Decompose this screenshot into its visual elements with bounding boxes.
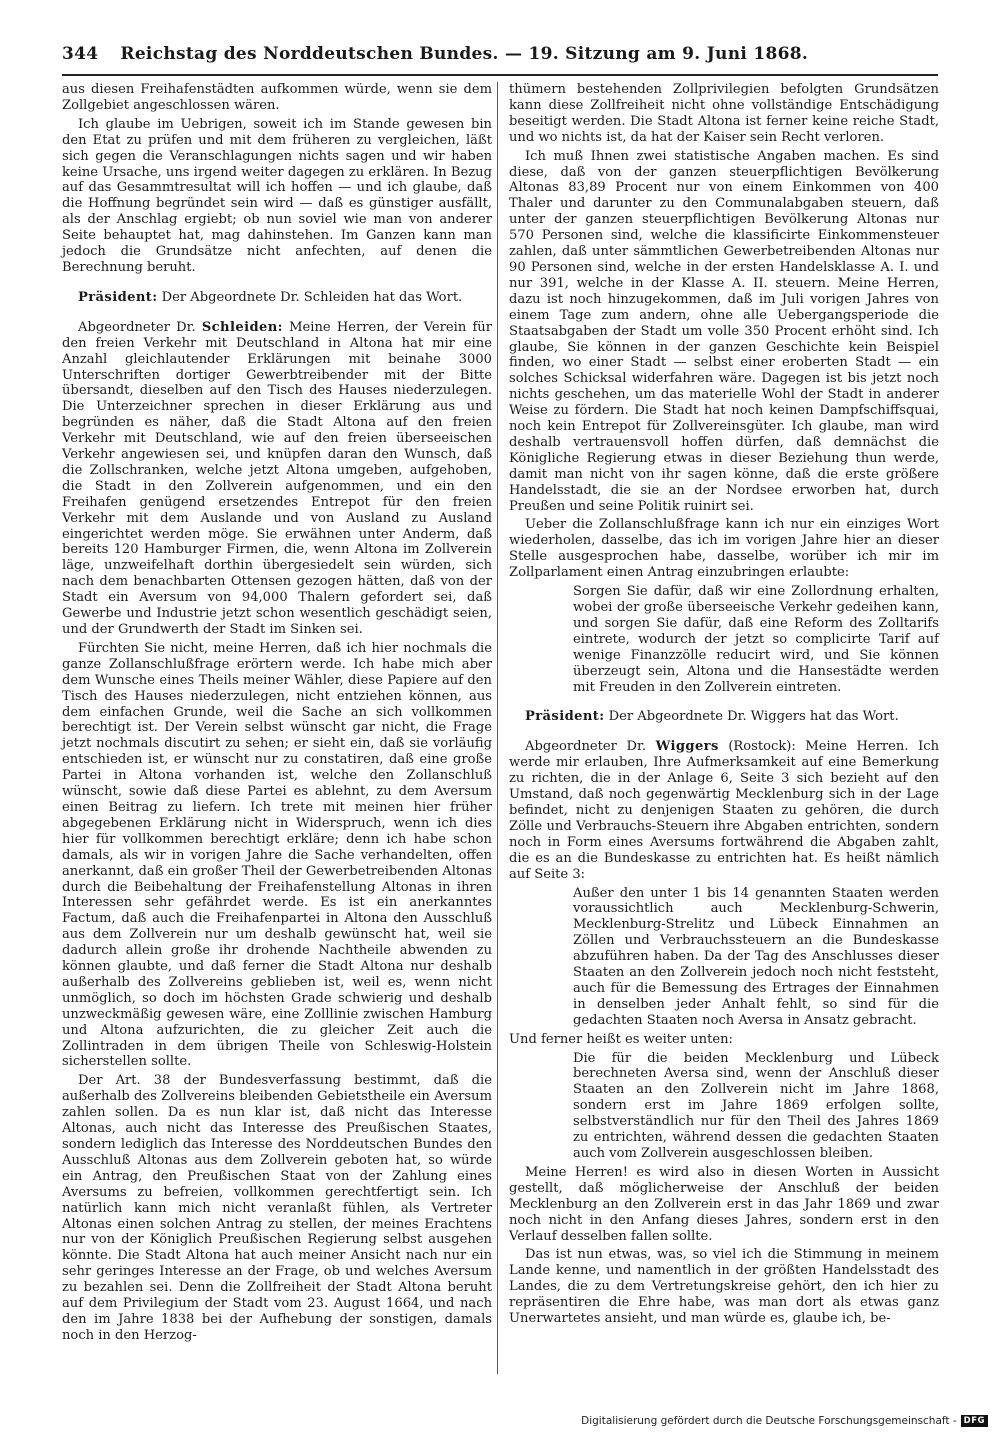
- page-header: [62, 44, 942, 64]
- left-column: [62, 82, 492, 1347]
- paragraph: Der Art. 38 der Bundesverfassung bestimmt, daß die außerhalb des Zollvereins bleibenden Gebietstheile ein Aversum zahlen sollen. Da es nun klar ist, daß nicht das Interesse Altonas, auch nicht das Interesse des Preußischen Staates, sondern lediglich das Interesse des Norddeutschen Bundes den Ausschluß Altonas aus dem Zollverein geboten hat, so würde ein Antrag, den Preußischen Staat von der Zahlung eines Aversums zu befreien, vollkommen gerechtfertigt sein. Ich natürlich kann mich nicht veranlaßt fühlen, als Vertreter Altonas einen solchen Antrag zu stellen, der meines Erachtens nur von der Königlich Preußischen Regierung selbst ausgehen könnte. Die Stadt Altona hat auch meiner Ansicht nach nur ein sehr geringes Interesse an der Frage, ob und welches Aversum zu bezahlen sei. Denn die Zollfreiheit der Stadt Altona beruht auf dem Privilegium der Stadt vom 23. August 1664, und nach den im Jahre 1838 bei der Aufhebung der sonstigen, damals noch in den Herzog-: [62, 1073, 492, 1343]
- speaker-intro: Abgeordneter Dr.: [78, 319, 196, 335]
- paragraph: Ich glaube im Uebrigen, soweit ich im Stande gewesen bin den Etat zu prüfen und mit dem früheren zu vergleichen, läßt sich gegen die Veranschlagungen nichts sagen und wir haben keine Ursache, uns irgend weiter dagegen zu erklären. In Bezug auf das Gesammtresultat will ich hoffen — und ich glaube, daß die Hoffnung begründet sein wird — daß es günstiger ausfällt, als der Anschlag ergiebt; ob nun soviel wie man von anderer Seite behauptet hat, mag dahinstehen. Im Ganzen kann man jedoch die Grundsätze nicht anfechten, auf denen die Berechnung beruht.: [62, 116, 492, 275]
- column-divider: [497, 82, 498, 1374]
- speaker-name: Schleiden:: [201, 319, 283, 335]
- paragraph: thümern bestehenden Zollprivilegien befolgten Grundsätzen kann diese Zollfreiheit nicht ohne vollständige Entschädigung beseitigt werden. Die Stadt Altona ist ferner keine reiche Stadt, und wo nichts ist, da hat der Kaiser sein Recht verloren.: [509, 82, 939, 145]
- speaker-paragraph: [509, 739, 939, 882]
- paragraph: Ueber die Zollanschlußfrage kann ich nur ein einziges Wort wiederholen, dasselbe, das ich im vorigen Jahre hier an dieser Stelle ausgesprochen habe, dasselbe, worüber ich mir im Zollparlament einen Antrag einzubringen erlaubte:: [509, 517, 939, 581]
- paragraph: aus diesen Freihafenstädten aufkommen würde, wenn sie dem Zollgebiet angeschlossen wären.: [62, 82, 492, 113]
- dfg-logo: DFG: [961, 1415, 988, 1427]
- paragraph: Meine Herren! es wird also in diesen Worten in Aussicht gestellt, daß möglicherweise der Anschluß der beiden Mecklenburg an den Zollverein erst in das Jahr 1869 und zwar noch nicht in den Anfang dieses Jahres, sondern erst in den Verlauf desselben fallen sollte.: [509, 1164, 939, 1244]
- footer-credit: [581, 1415, 988, 1427]
- speaker-name: Wiggers: [655, 739, 719, 755]
- paragraph: Fürchten Sie nicht, meine Herren, daß ich hier nochmals die ganze Zollanschlußfrage erörtern werde. Ich habe mich aber dem Wunsche eines Theils meiner Wähler, diese Papiere auf den Tisch des Hauses niederzulegen, nicht entziehen können, aus dem einfachen Grunde, weil die Sache an sich vollkommen berechtigt ist. Der Verein selbst wünscht gar nicht, die Frage jetzt nochmals discutirt zu sehen; er sieht ein, daß sie vorläufig entschieden ist, er wünscht nur zu constatiren, daß eine große Partei in Altona vorhanden ist, welche den Zollanschluß wünscht, sowie daß diese Partei es ablehnt, zu dem Aversum einen Beitrag zu liefern. Ich trete mit meinen hier früher abgegebenen Erklärung nicht in Widerspruch, wenn ich dies hier für vollkommen berechtigt erkläre; denn ich habe schon damals, als wir in vorigen Jahre die Sache verhandelten, offen anerkannt, daß ein großer Theil der Gewerbetreibenden Altonas durch die Beibehaltung der Freihafenstellung Altonas in ihren Interessen sehr gefährdet werde. Es ist ein anerkanntes Factum, daß auch die Freihafenpartei in Altona den Ausschluß aus dem Zollverein nur um deshalb gewünscht hat, weil sie dadurch allein große ihr drohende Nachtheile abwenden zu können glaubte, und daß ferner die Stadt Altona nur deshalb außerhalb des Zollvereins geblieben ist, weil es, wenn nicht unmöglich, so doch im höchsten Grade schwierig und deshalb unzweckmäßig gewesen wäre, eine Zolllinie zwischen Hamburg und Altona aufzurichten, die zu gleicher Zeit auch die Zollintraden in dem übrigen Theile von Schleswig-Holstein sicherstellen sollte.: [62, 640, 492, 1070]
- right-column: [509, 82, 939, 1330]
- page-number: 344: [62, 44, 99, 64]
- paragraph: Das ist nun etwas, was, so viel ich die Stimmung in meinem Lande kenne, und namentlich in der größten Handelsstadt des Landes, die zu dem Vertretungskreise gehört, den ich hier zu repräsentiren die Ehre habe, was man dort als etwas ganz Unerwartetes ansieht, und man würde es, glaube ich, be-: [509, 1247, 939, 1327]
- speech-text: Der Abgeordnete Dr. Wiggers hat das Wort.: [608, 709, 899, 725]
- speech-text: Meine Herren, der Verein für den freien Verkehr mit Deutschland in Altona hat mir eine Anzahl gleichlautender Erklärungen mit beinahe 3000 Unterschriften dortiger Gewerbtreibender mit der Bitte übersandt, dieselben auf den Tisch des Hauses niederzulegen. Die Unterzeichner sprechen in dieser Erklärung aus und begründen es näher, daß die Stadt Altona auf den freien Verkehr mit Deutschland, wie auf den freien überseeischen Verkehr angewiesen sei, und knüpfen daran den Wunsch, daß die Zollschranken, welche jetzt Altona umgeben, aufgehoben, die Stadt in den Zollverein aufgenommen, und ein den Freihafen genügend ersetzendes Entrepot für den freien Verkehr mit dem Auslande und von Ausland zu Ausland eingerichtet werden möge. Sie erwähnen unter Anderm, daß bereits 120 Hamburger Firmen, die, wenn Altona im Zollverein läge, unzweifelhaft dorthin übergesiedelt sein würden, sich nach dem benachbarten Ottensen gezogen hätten, daß von der Stadt ein Aversum von 94,000 Thalern gefordert sei, daß Gewerbe und Industrie jetzt schon wesentlich geschädigt seien, und der Grundwerth der Stadt im Sinken sei.: [62, 319, 492, 637]
- header-rule: [62, 74, 938, 76]
- speaker-intro: Abgeordneter Dr.: [525, 739, 646, 755]
- paragraph: Und ferner heißt es weiter unten:: [509, 1031, 733, 1047]
- block-quote: Sorgen Sie dafür, daß wir eine Zollordnung erhalten, wobei der große überseeische Verkehr gedeihen kann, und sorgen Sie dafür, daß eine Reform des Zolltarifs eintrete, wodurch der jetzt so complicirte Tarif auf wenige Finanzzölle reducirt wird, und Sie können überzeugt sein, Altona und die Hansestädte werden mit Freuden in den Zollverein eintreten.: [573, 584, 939, 695]
- speaker-paragraph: [62, 290, 492, 306]
- speaker-paragraph: [62, 320, 492, 638]
- speaker-name: Präsident:: [525, 709, 605, 725]
- block-quote: Außer den unter 1 bis 14 genannten Staaten werden voraussichtlich auch Mecklenburg-Schwerin, Mecklenburg-Strelitz und Lübeck Einnahmen an Zöllen und Verbrauchssteuern an die Bundeskasse abzuführen haben. Da der Tag des Anschlusses dieser Staaten an den Zollverein jedoch noch nicht feststeht, auch für die Bemessung des Ertrages der Einnahmen in denselben jeder Anhalt fehlt, so sind für die gedachten Staaten noch Aversa in Ansatz gebracht.: [573, 885, 939, 1028]
- speaker-name: Präsident:: [78, 289, 158, 305]
- paragraph: Ich muß Ihnen zwei statistische Angaben machen. Es sind diese, daß von der ganzen steuerpflichtigen Bevölkerung Altonas 83,89 Procent nur von einem Einkommen von 400 Thaler und darunter zu den Communalabgaben steuern, daß unter der ganzen steuerpflichtigen Bevölkerung Altonas nur 570 Personen sind, welche die klassificirte Einkommensteuer zahlen, daß unter sämmtlichen Gewerbetreibenden Altonas nur 90 Personen sind, welche in der ersten Handelsklasse A. I. und nur 391, welche in der Klasse A. II. steuern. Meine Herren, dazu ist noch hinzugekommen, daß im Juli vorigen Jahres von einem Tage zum andern, ohne alle Uebergangsperiode die Staatsabgaben der Stadt um volle 350 Procent erhöht sind. Ich glaube, Sie können in der ganzen Geschichte kein Beispiel finden, wo einer Stadt — selbst einer eroberten Stadt — ein solches Schicksal widerfahren wäre. Dagegen ist bis jetzt noch nichts geschehen, um das materielle Wohl der Stadt in anderer Weise zu fördern. Die Stadt hat noch keinen Dampfschiffsquai, noch kein Entrepot für Zollvereinsgüter. Ich glaube, man wird deshalb vertrauensvoll hoffen dürfen, daß demnächst die Königliche Regierung etwas in dieser Beziehung thun werde, damit man nicht von ihr sagen könne, daß die erste größere Handelsstadt, die sie an der Nordsee erworben hat, durch Preußen und seine Politik ruinirt sei.: [509, 148, 939, 514]
- block-quote: Die für die beiden Mecklenburg und Lübeck berechneten Aversa sind, wenn der Anschluß dieser Staaten an den Zollverein nicht im Jahre 1868, sondern erst im Jahre 1869 erfolgen sollte, selbstverständlich nur für den Theil des Jahres 1869 zu entrichten, während dessen die gedachten Staaten auch vom Zollverein ausgeschlossen bleiben.: [573, 1050, 939, 1161]
- speech-text: (Rostock): Meine Herren. Ich werde mir erlauben, Ihre Aufmerksamkeit auf eine Bemerkung zu richten, die in der Anlage 6, Seite 3 sich bezieht auf den Umstand, daß noch gegenwärtig Mecklenburg sich in der Lage befindet, nicht zu denjenigen Staaten zu gehören, die durch Zölle und Verbrauchs-Steuern ihre Abgaben entrichten, sondern noch in Form eines Aversums fortwährend die Abgaben zahlt, die es an die Bundeskasse zu entrichten hat. Es heißt nämlich auf Seite 3:: [509, 739, 940, 882]
- speech-text: Der Abgeordnete Dr. Schleiden hat das Wort.: [161, 289, 463, 305]
- footer-text: Digitalisierung gefördert durch die Deutsche Forschungsgemeinschaft -: [581, 1415, 957, 1427]
- page-title: Reichstag des Norddeutschen Bundes. — 19. Sitzung am 9. Juni 1868.: [120, 44, 809, 64]
- speaker-paragraph: [509, 709, 939, 725]
